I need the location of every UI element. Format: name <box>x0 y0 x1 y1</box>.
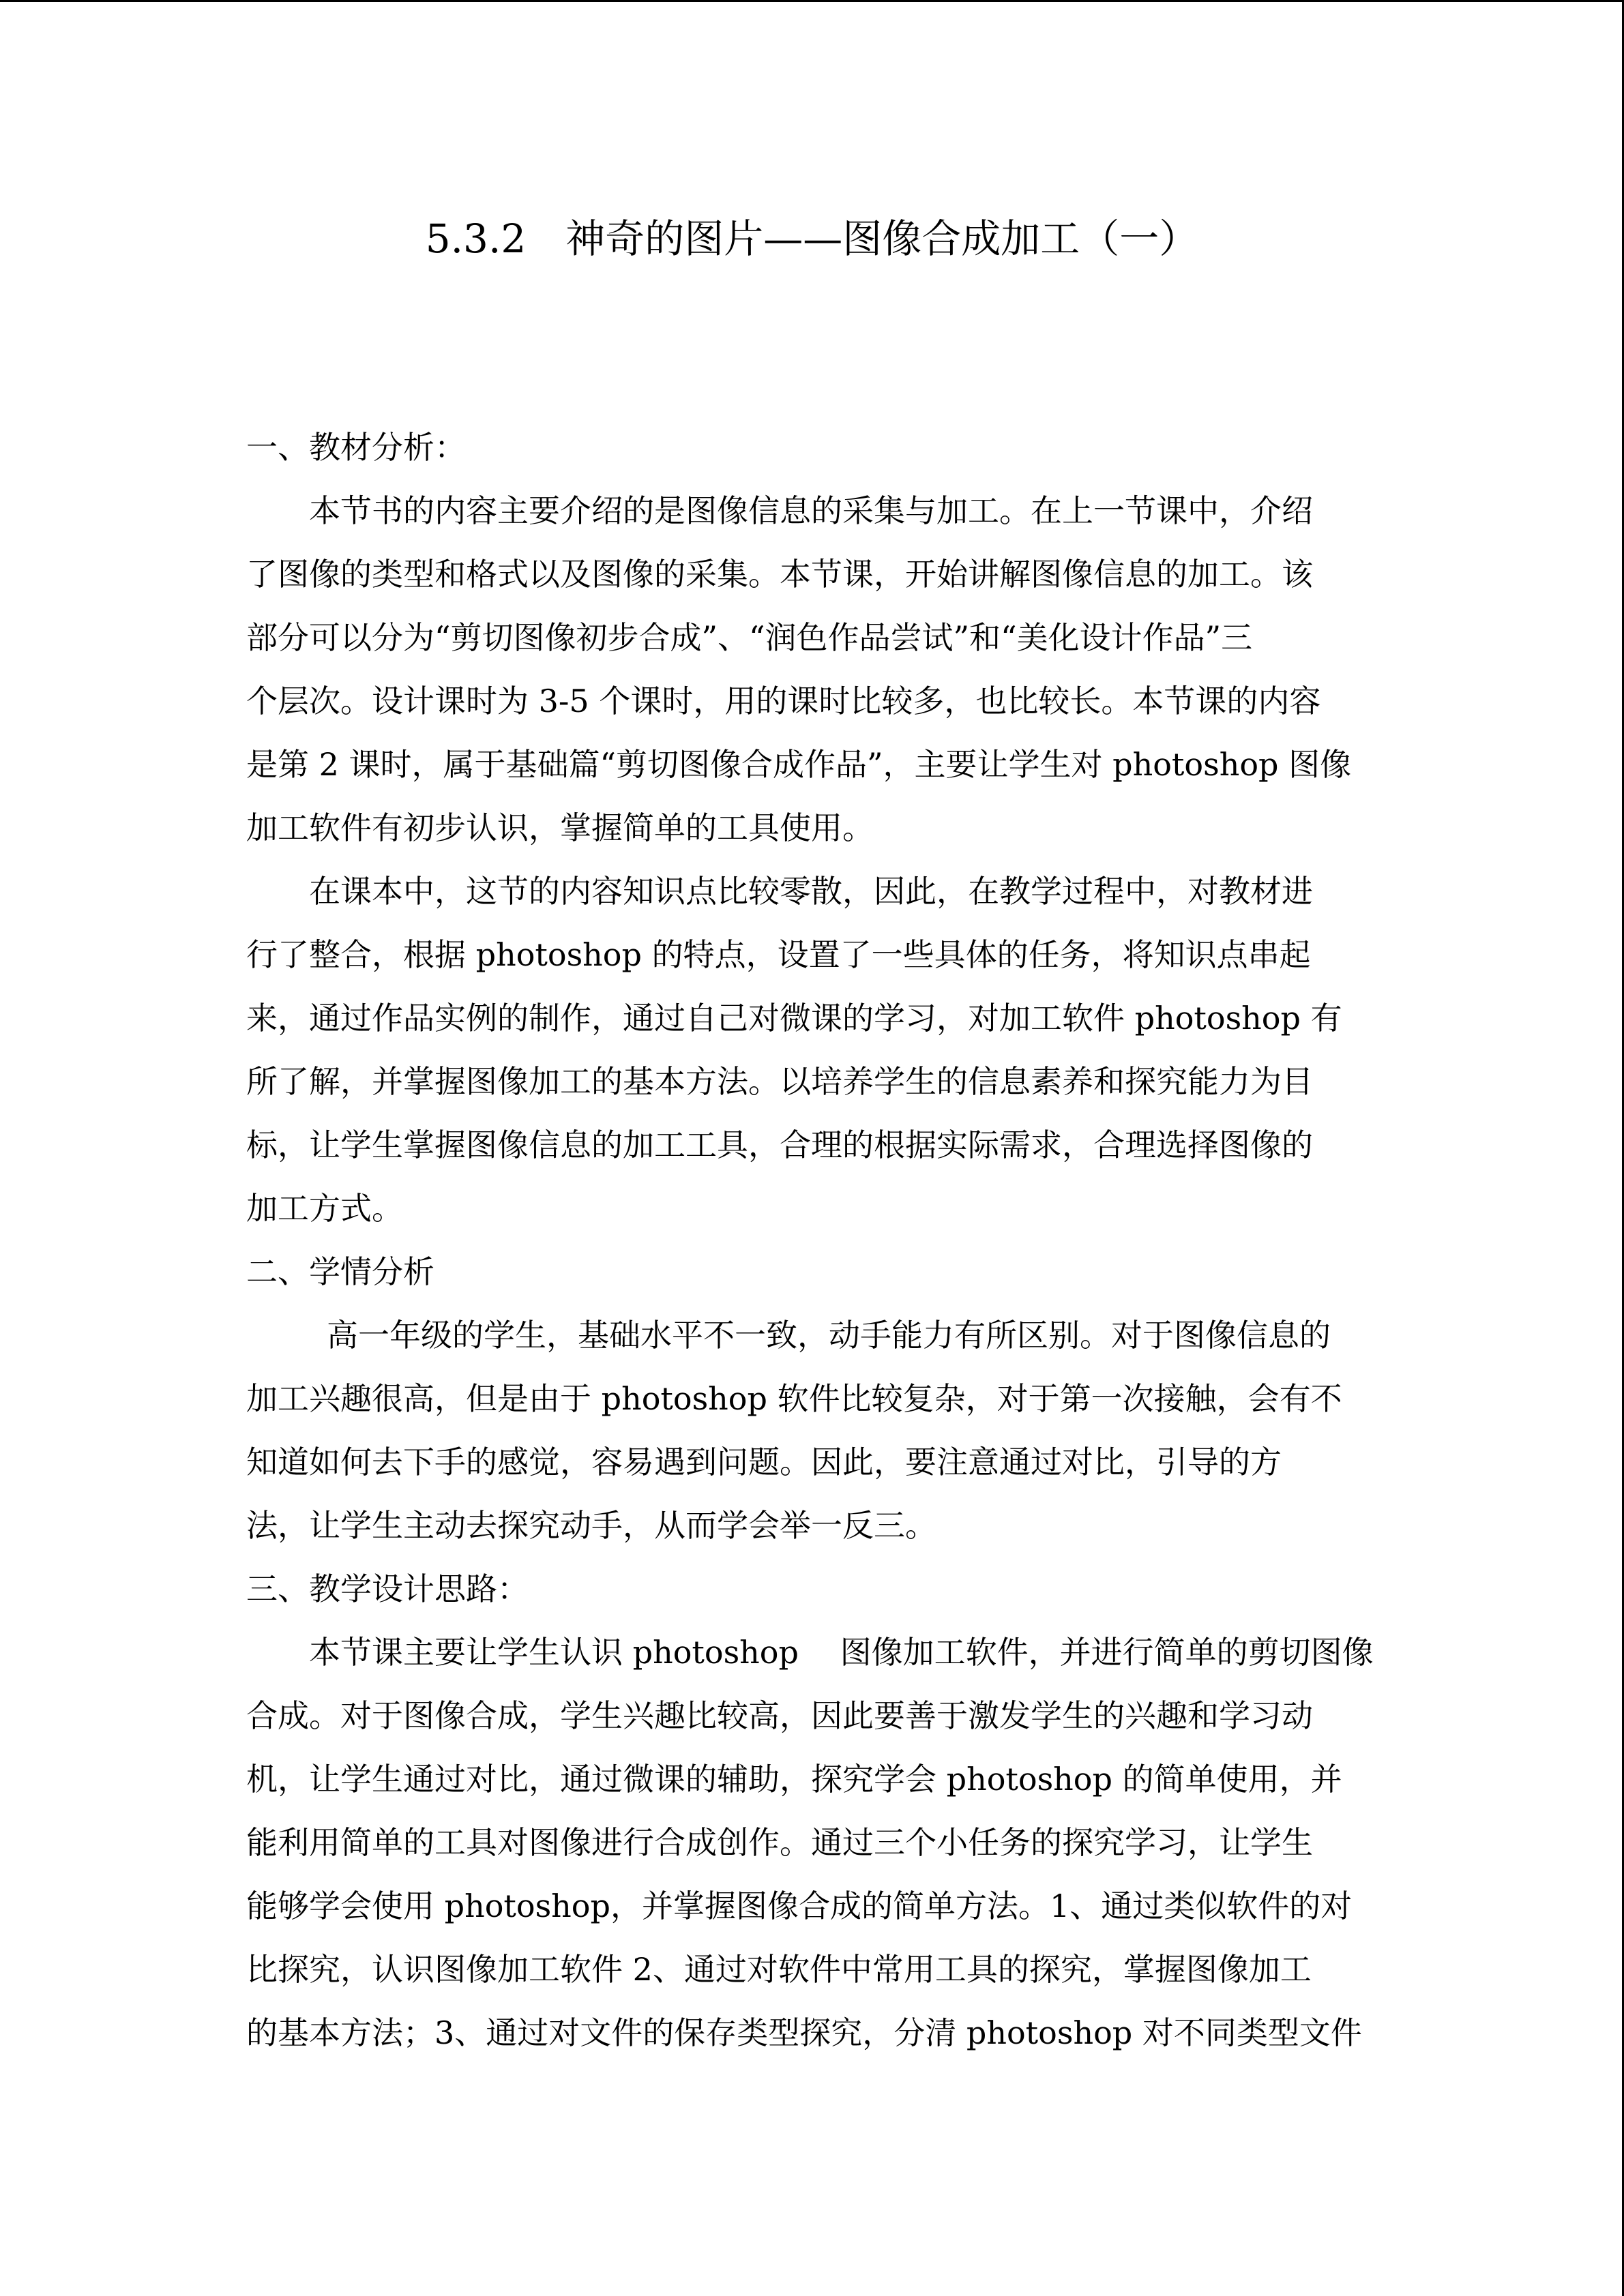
paragraph <box>246 479 1378 860</box>
paragraph-line: 个层次。设计课时为 3-5 个课时，用的课时比较多，也比较长。本节课的内容 <box>246 683 1321 719</box>
paragraph-line: 标，让学生掌握图像信息的加工工具，合理的根据实际需求，合理选择图像的 <box>246 1127 1313 1163</box>
paragraph-line: 高一年级的学生，基础水平不一致，动手能力有所区别。对于图像信息的 <box>327 1317 1331 1354</box>
paragraph-line: 加工兴趣很高，但是由于 photoshop 软件比较复杂，对于第一次接触，会有不 <box>246 1380 1342 1417</box>
page-top-border <box>0 0 1624 2</box>
paragraph-line: 机，让学生通过对比，通过微课的辅助，探究学会 photoshop 的简单使用，并 <box>246 1761 1342 1798</box>
paragraph-line: 能够学会使用 photoshop，并掌握图像合成的简单方法。1、通过类似软件的对 <box>246 1888 1353 1924</box>
paragraph-line: 加工方式。 <box>246 1190 403 1227</box>
paragraph-line: 本节书的内容主要介绍的是图像信息的采集与加工。在上一节课中，介绍 <box>309 492 1313 529</box>
paragraph <box>246 1621 1378 2065</box>
paragraph-line: 合成。对于图像合成，学生兴趣比较高，因此要善于激发学生的兴趣和学习动 <box>246 1697 1313 1734</box>
paragraph-line: 所了解，并掌握图像加工的基本方法。以培养学生的信息素养和探究能力为目 <box>246 1063 1313 1100</box>
paragraph <box>246 860 1378 1240</box>
paragraph-line: 在课本中，这节的内容知识点比较零散，因此，在教学过程中，对教材进 <box>309 873 1313 910</box>
section-heading: 三、教学设计思路： <box>246 1570 529 1607</box>
paragraph-line: 本节课主要让学生认识 photoshop 图像加工软件，并进行简单的剪切图像 <box>309 1634 1374 1671</box>
paragraph-line: 的基本方法；3、通过对文件的保存类型探究，分清 photoshop 对不同类型文件 <box>246 2014 1362 2051</box>
paragraph-line: 行了整合，根据 photoshop 的特点，设置了一些具体的任务，将知识点串起 <box>246 936 1311 973</box>
page-title: 5.3.2 神奇的图片——图像合成加工（一） <box>425 215 1199 262</box>
section-heading: 二、学情分析 <box>246 1253 434 1290</box>
paragraph-line: 法，让学生主动去探究动手，从而学会举一反三。 <box>246 1507 936 1544</box>
paragraph-line: 知道如何去下手的感觉，容易遇到问题。因此，要注意通过对比，引导的方 <box>246 1444 1282 1480</box>
document-body <box>246 416 1378 2065</box>
paragraph-line: 了图像的类型和格式以及图像的采集。本节课，开始讲解图像信息的加工。该 <box>246 556 1313 593</box>
paragraph-line: 部分可以分为“剪切图像初步合成”、“润色作品尝试”和“美化设计作品”三 <box>246 619 1253 656</box>
paragraph-line: 加工软件有初步认识，掌握简单的工具使用。 <box>246 809 874 846</box>
paragraph-line: 比探究，认识图像加工软件 2、通过对软件中常用工具的探究，掌握图像加工 <box>246 1951 1312 1988</box>
paragraph-line: 是第 2 课时，属于基础篇“剪切图像合成作品”，主要让学生对 photoshop 图像 <box>246 746 1352 783</box>
paragraph-line: 来，通过作品实例的制作，通过自己对微课的学习，对加工软件 photoshop 有 <box>246 1000 1342 1037</box>
section-heading: 一、教材分析： <box>246 429 466 466</box>
paragraph-line: 能利用简单的工具对图像进行合成创作。通过三个小任务的探究学习，让学生 <box>246 1824 1313 1861</box>
paragraph <box>246 1304 1378 1557</box>
